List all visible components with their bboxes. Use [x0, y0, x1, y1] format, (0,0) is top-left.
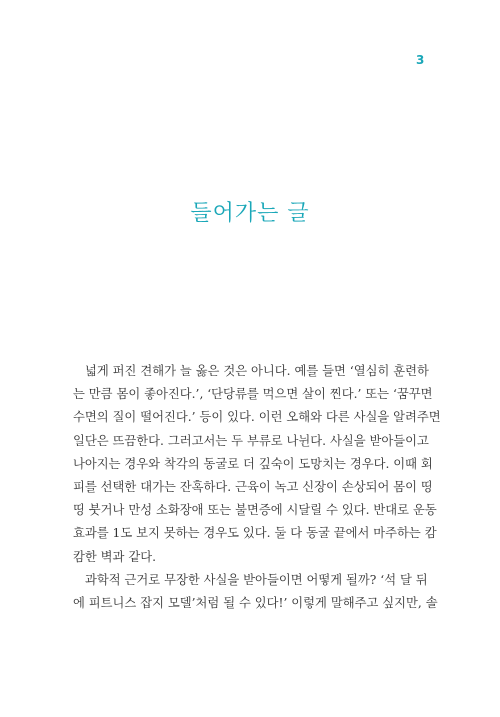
body-text — [73, 360, 441, 615]
chapter-title: 들어가는 글 — [190, 201, 310, 226]
text-line: 띵 붓거나 만성 소화장애 또는 불면증에 시달릴 수 있다. 반대로 운동 — [73, 503, 437, 518]
page-number: 3 — [416, 53, 425, 67]
text-line: 일단은 뜨끔한다. 그러고서는 두 부류로 나뉜다. 사실을 받아들이고 — [73, 433, 429, 448]
text-line: 에 피트니스 잡지 모델’처럼 될 수 있다!’ 이렇게 말해주고 싶지만, 솔 — [73, 595, 438, 610]
text-line: 피를 선택한 대가는 잔혹하다. 근육이 녹고 신장이 손상되어 몸이 띵 — [73, 479, 433, 494]
text-line: 나아지는 경우와 착각의 동굴로 더 깊숙이 도망치는 경우다. 이때 회 — [73, 456, 433, 471]
text-line: 는 만큼 몸이 좋아진다.’, ‘단당류를 먹으면 살이 찐다.’ 또는 ‘꿈꾸면 — [73, 387, 433, 402]
text-line: 캄한 벽과 같다. — [73, 549, 156, 564]
text-line: 수면의 질이 떨어진다.’ 등이 있다. 이런 오해와 다른 사실을 알려주면 — [73, 410, 441, 425]
text-line: 과학적 근거로 무장한 사실을 받아들이면 어떻게 될까? ‘석 달 뒤 — [85, 572, 428, 587]
text-line: 넓게 퍼진 견해가 늘 옳은 것은 아니다. 예를 들면 ‘열심히 훈련하 — [85, 364, 429, 378]
text-line: 효과를 1도 보지 못하는 경우도 있다. 둘 다 동굴 끝에서 마주하는 캄 — [73, 526, 437, 541]
